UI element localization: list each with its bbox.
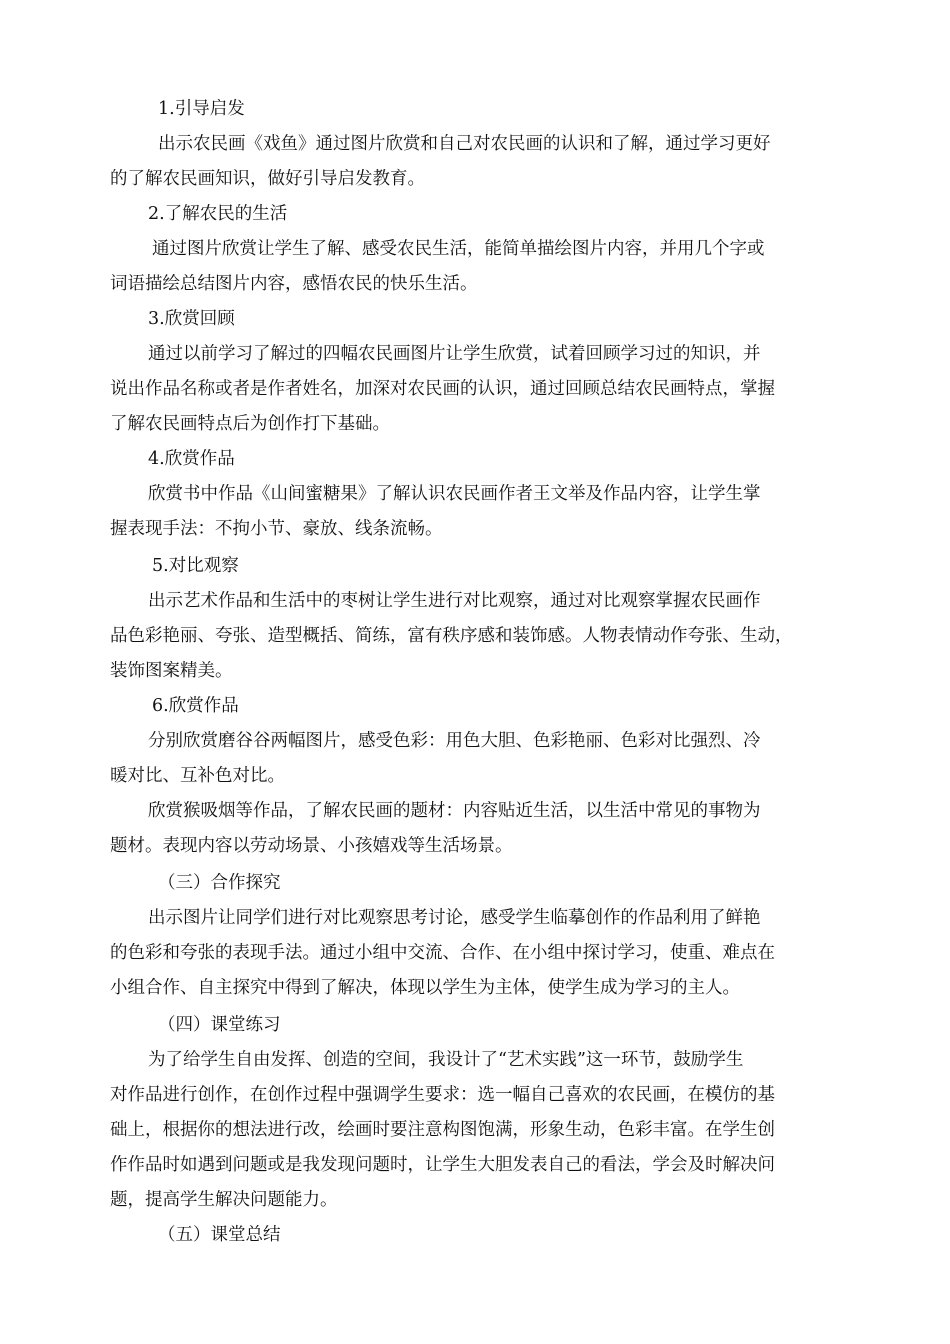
paragraph-subject-line-1: 欣赏猴吸烟等作品，了解农民画的题材：内容贴近生活，以生活中常见的事物为 [148, 801, 761, 821]
paragraph-practice-line-1: 为了给学生自由发挥、创造的空间，我设计了“艺术实践”这一环节，鼓励学生 [148, 1050, 744, 1070]
paragraph-inquiry-line-3: 小组合作、自主探究中得到了解决，体现以学生为主体，使学生成为学习的主人。 [110, 978, 740, 998]
paragraph-color-line-1: 分别欣赏磨谷谷两幅图片，感受色彩：用色大胆、色彩艳丽、色彩对比强烈、冷 [148, 731, 761, 751]
paragraph-appreciate-line-2: 握表现手法：不拘小节、豪放、线条流畅。 [110, 519, 443, 539]
paragraph-farmer-life-line-2: 词语描绘总结图片内容，感悟农民的快乐生活。 [110, 274, 478, 294]
paragraph-color-line-2: 暖对比、互补色对比。 [110, 766, 285, 786]
paragraph-review-line-3: 了解农民画特点后为创作打下基础。 [110, 414, 390, 434]
paragraph-practice-line-2: 对作品进行创作，在创作过程中强调学生要求：选一幅自己喜欢的农民画，在模仿的基 [110, 1085, 775, 1105]
paragraph-practice-line-3: 础上，根据你的想法进行改，绘画时要注意构图饱满，形象生动，色彩丰富。在学生创 [110, 1120, 775, 1140]
paragraph-guidance-line-2: 的了解农民画知识，做好引导启发教育。 [110, 169, 425, 189]
paragraph-compare-line-3: 装饰图案精美。 [110, 661, 233, 681]
paragraph-review-line-2: 说出作品名称或者是作者姓名，加深对农民画的认识，通过回顾总结农民画特点，掌握 [110, 379, 775, 399]
paragraph-inquiry-line-2: 的色彩和夸张的表现手法。通过小组中交流、合作、在小组中探讨学习，使重、难点在 [110, 943, 775, 963]
paragraph-practice-line-4: 作作品时如遇到问题或是我发现问题时，让学生大胆发表自己的看法，学会及时解决问 [110, 1155, 775, 1175]
heading-review: 3.欣赏回顾 [148, 309, 235, 329]
paragraph-review-line-1: 通过以前学习了解过的四幅农民画图片让学生欣赏，试着回顾学习过的知识，并 [148, 344, 761, 364]
heading-farmer-life: 2.了解农民的生活 [148, 204, 288, 224]
paragraph-practice-line-5: 题，提高学生解决问题能力。 [110, 1190, 338, 1210]
paragraph-compare-line-2: 品色彩艳丽、夸张、造型概括、简练，富有秩序感和装饰感。人物表情动作夸张、生动， [110, 626, 793, 646]
heading-appreciate-works-2: 6.欣赏作品 [152, 696, 239, 716]
paragraph-subject-line-2: 题材。表现内容以劳动场景、小孩嬉戏等生活场景。 [110, 836, 513, 856]
paragraph-compare-line-1: 出示艺术作品和生活中的枣树让学生进行对比观察，通过对比观察掌握农民画作 [148, 591, 761, 611]
heading-compare: 5.对比观察 [152, 556, 239, 576]
heading-class-practice: （四）课堂练习 [158, 1015, 281, 1035]
paragraph-guidance-line-1: 出示农民画《戏鱼》通过图片欣赏和自己对农民画的认识和了解，通过学习更好 [158, 134, 771, 154]
heading-cooperative-inquiry: （三）合作探究 [158, 873, 281, 893]
heading-guidance: 1.引导启发 [158, 99, 245, 119]
paragraph-farmer-life-line-1: 通过图片欣赏让学生了解、感受农民生活，能简单描绘图片内容，并用几个字或 [152, 239, 765, 259]
paragraph-appreciate-line-1: 欣赏书中作品《山间蜜糖果》了解认识农民画作者王文举及作品内容，让学生掌 [148, 484, 761, 504]
heading-class-summary: （五）课堂总结 [158, 1225, 281, 1245]
heading-appreciate-works: 4.欣赏作品 [148, 449, 235, 469]
paragraph-inquiry-line-1: 出示图片让同学们进行对比观察思考讨论，感受学生临摹创作的作品利用了鲜艳 [148, 908, 761, 928]
